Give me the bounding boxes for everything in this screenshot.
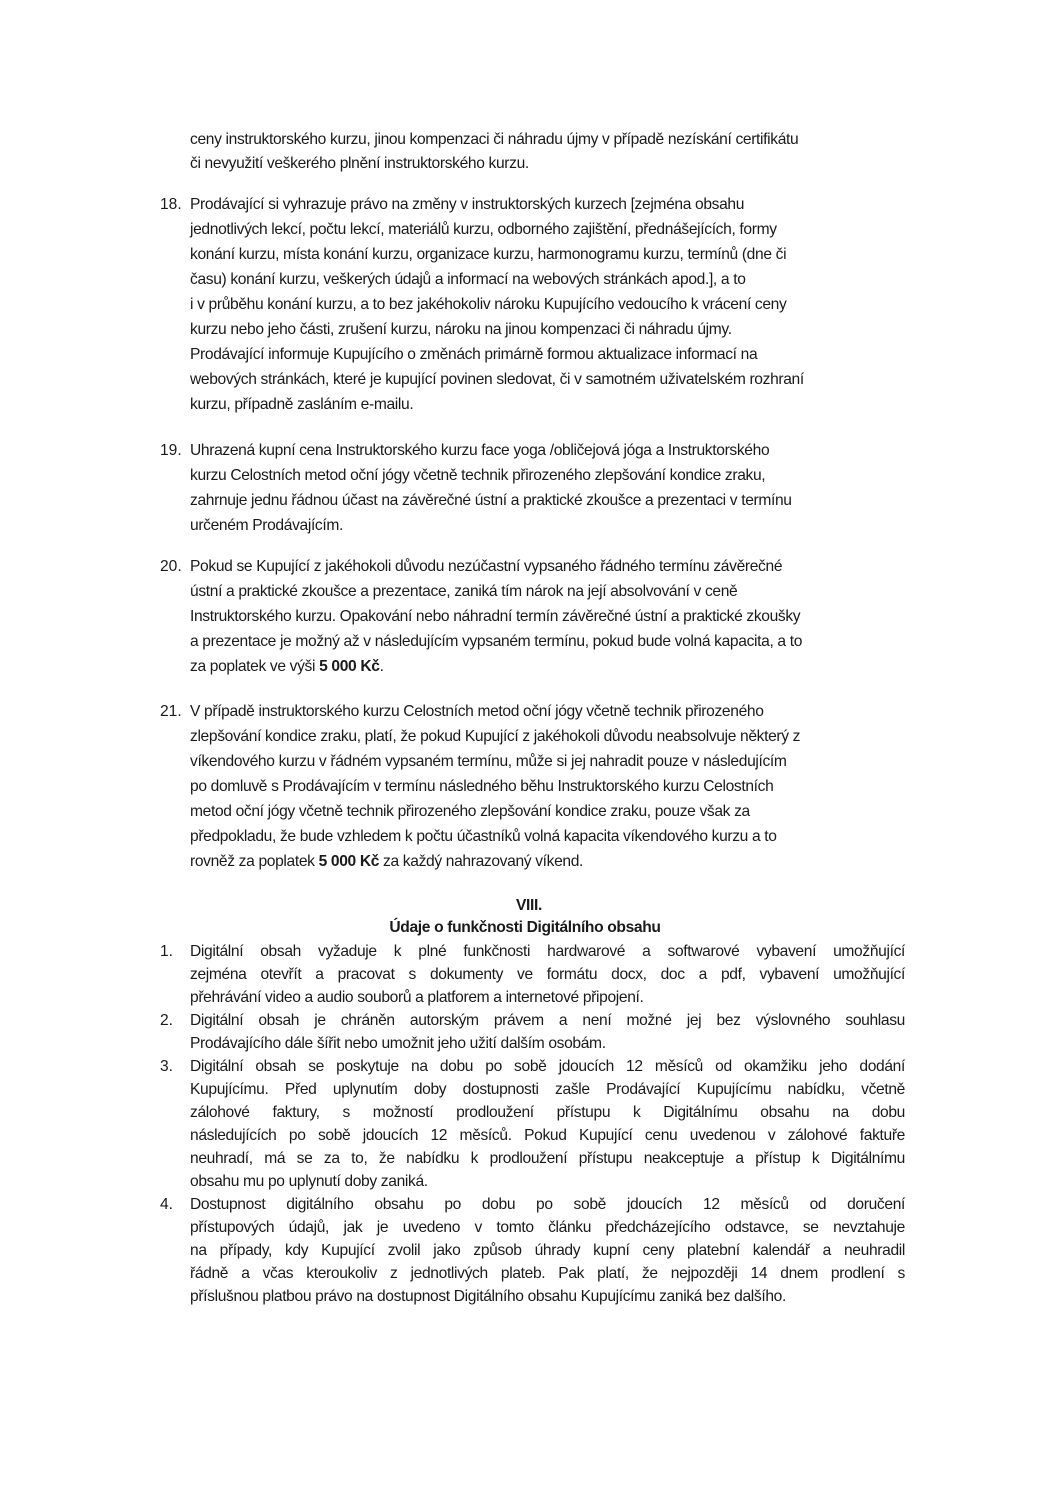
section-title — [140, 918, 910, 938]
text-line: určeném Prodávajícím. — [190, 517, 343, 534]
text-line: metod oční jógy včetně technik přirozeného zlepšování kondice zraku, pouze však za — [190, 803, 750, 820]
text-line: přístupových údajů, jak je uvedeno v tomto článku předcházejícího odstavce, se nevztahuje — [190, 1219, 905, 1236]
text-line: Kupujícímu. Před uplynutím doby dostupnosti zašle Prodávající Kupujícímu nabídku, včetně — [190, 1081, 905, 1098]
section-numeral — [0, 896, 1058, 916]
item-number: 3. — [160, 1058, 174, 1075]
fee-amount: 5 000 Kč — [319, 658, 380, 675]
text-line: zejména otevřít a pracovat s dokumenty ve formátu docx, doc a pdf, vybavení umožňující — [190, 966, 905, 983]
text-line: zálohové faktury, s možností prodloužení přístupu k Digitálnímu obsahu na dobu — [190, 1104, 905, 1121]
text-line: obsahu mu po uplynutí doby zaniká. — [190, 1173, 428, 1190]
text-line: kurzu, případně zasláním e-mailu. — [190, 396, 414, 413]
text-line: Prodávající si vyhrazuje právo na změny v instruktorských kurzech [zejména obsahu — [190, 196, 745, 213]
text-line: Uhrazená kupní cena Instruktorského kurzu face yoga /obličejová jóga a Instruktorského — [190, 442, 770, 459]
text-line: jednotlivých lekcí, počtu lekcí, materiálů kurzu, odborného zajištění, přednášejících, formy — [190, 221, 777, 238]
text-line: Prodávající informuje Kupujícího o změnách primárně formou aktualizace informací na — [190, 346, 758, 363]
text-line: kurzu nebo jeho části, zrušení kurzu, nároku na jinou kompenzaci či náhradu újmy. — [190, 321, 732, 338]
text-line: času) konání kurzu, veškerých údajů a informací na webových stránkách apod.], a to — [190, 271, 746, 288]
section-title-text: Údaje o funkčnosti Digitálního obsahu — [389, 919, 661, 936]
item-number: 4. — [160, 1196, 174, 1213]
text-line: Dostupnost digitálního obsahu po dobu po sobě jdoucích 12 měsíců od doručení — [190, 1196, 905, 1213]
text-line: po domluvě s Prodávajícím v termínu následného běhu Instruktorského kurzu Celostních — [190, 778, 774, 795]
text-line: Digitální obsah vyžaduje k plné funkčnosti hardwarové a softwarové vybavení umožňující — [190, 943, 905, 960]
text-line: i v průběhu konání kurzu, a to bez jakéhokoliv nároku Kupujícího vedoucího k vrácení ceny — [190, 296, 787, 313]
text-line — [190, 657, 384, 677]
text-line — [190, 852, 583, 872]
item-number: 1. — [160, 943, 174, 960]
text-line: zlepšování kondice zraku, platí, že pokud Kupující z jakéhokoli důvodu neabsolvuje některý z — [190, 728, 801, 745]
text-line: webových stránkách, které je kupující povinen sledovat, či v samotném uživatelském rozhraní — [190, 371, 804, 388]
item-number: 20. — [160, 558, 182, 575]
item-number: 19. — [160, 442, 182, 459]
text-line: ústní a praktické zkoušce a prezentace, zaniká tím nárok na její absolvování v ceně — [190, 583, 738, 600]
item-number: 18. — [160, 196, 182, 213]
text-line: či nevyužití veškerého plnění instruktorského kurzu. — [190, 155, 529, 172]
item-number: 2. — [160, 1012, 174, 1029]
text-line: následujících po sobě jdoucích 12 měsíců. Pokud Kupující cenu uvedenou v zálohové faktuře — [190, 1127, 905, 1144]
text-line: předpokladu, že bude vzhledem k počtu účastníků volná kapacita víkendového kurzu a to — [190, 828, 777, 845]
text-line: víkendového kurzu v řádném vypsaném termínu, může si jej nahradit pouze v následujícím — [190, 753, 787, 770]
text-line: a prezentace je možný až v následujícím vypsaném termínu, pokud bude volná kapacita, a to — [190, 633, 803, 650]
text-fragment: . — [379, 658, 384, 675]
text-line: přehrávání video a audio souborů a platforem a internetové připojení. — [190, 989, 644, 1006]
text-line: neuhradí, má se za to, že nabídku k prodloužení přístupu neakceptuje a přístup k Digitálnímu — [190, 1150, 905, 1167]
text-line: Instruktorského kurzu. Opakování nebo náhradní termín závěrečné ústní a praktické zkoušky — [190, 608, 801, 625]
item-number: 21. — [160, 703, 182, 720]
text-line: konání kurzu, místa konání kurzu, organizace kurzu, harmonogramu kurzu, termínů (dne či — [190, 246, 787, 263]
text-fragment: rovněž za poplatek — [190, 853, 319, 870]
text-line: ceny instruktorského kurzu, jinou kompenzaci či náhradu újmy v případě nezískání certifikátu — [190, 131, 799, 148]
text-fragment: za každý nahrazovaný víkend. — [379, 853, 584, 870]
text-line: zahrnuje jednu řádnou účast na závěrečné ústní a praktické zkoušce a prezentaci v termínu — [190, 492, 792, 509]
text-line: V případě instruktorského kurzu Celostních metod oční jógy včetně technik přirozeného — [190, 703, 764, 720]
text-fragment: za poplatek ve výši — [190, 658, 320, 675]
section-numeral-text: VIII. — [516, 897, 542, 914]
text-line: Digitální obsah se poskytuje na dobu po sobě jdoucích 12 měsíců od okamžiku jeho dodání — [190, 1058, 905, 1075]
text-line: na případy, kdy Kupující zvolil jako způsob úhrady kupní ceny platební kalendář a neuhradil — [190, 1242, 905, 1259]
text-line: příslušnou platbou právo na dostupnost Digitálního obsahu Kupujícímu zaniká bez dalšího. — [190, 1288, 786, 1305]
fee-amount: 5 000 Kč — [318, 853, 380, 870]
text-line: Pokud se Kupující z jakéhokoli důvodu nezúčastní vypsaného řádného termínu závěrečné — [190, 558, 783, 575]
text-line: řádně a včas kteroukoliv z jednotlivých plateb. Pak platí, že nejpozději 14 dnem prodlení s — [190, 1265, 905, 1282]
text-line: Digitální obsah je chráněn autorským právem a není možné jej bez výslovného souhlasu — [190, 1012, 905, 1029]
text-line: Prodávajícího dále šířit nebo umožnit jeho užití dalším osobám. — [190, 1035, 606, 1052]
text-line: kurzu Celostních metod oční jógy včetně technik přirozeného zlepšování kondice zraku, — [190, 467, 766, 484]
